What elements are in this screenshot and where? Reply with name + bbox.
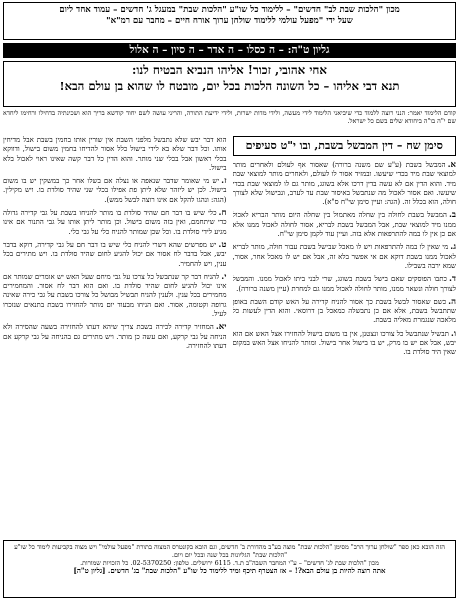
pre-study-prayer: קודם הלימוד יאמר: הנני רוצה ללמוד כדי שיביאני הלימוד לידי מעשה, ולידי מדות ישרות, ולידי ידיעת התורה, והריני עושה לשם יחוד קודשא בריך הוא ושכינתיה בדחילו ורחימו ליחדא שם י"ה בו"ה ביחודא שלים בשם כל ישראל. — [3, 109, 456, 125]
halacha-paragraph — [3, 241, 227, 269]
halacha-paragraph — [3, 323, 227, 351]
paragraph-text: כתבו הפוסקים שאם בישל בשבת בשוגג, שרי לבני ביתו לאכול ממנו. והמבשל לצורך חולה ונשאר ממנו, מותר לחולה לאכול ממנו גם למחרת (עיין משנה ברורה). — [232, 275, 456, 293]
paragraph-number: ה. — [448, 296, 456, 307]
footer-line-1: הזה הובא כאן ספר "שולחן ערוך הרב" מסימן "הלכות שבת" מוצה בע"ב מהדורת ב' חדשים, וגם הובא בקונטרס המצוה בתורת "מפעל עולמי" ויש מצוה בקביעות לימוד כל שו"ע "הלכות שבת" הגליונות בכל שנה ובכל יום ויום. — [14, 543, 445, 559]
paragraph-number: ב. — [448, 210, 456, 221]
paragraph-text: תבשיל שנתבשל כל צורכו ונצטנן, אין בו משום בישול להחזירו אצל האש אם הוא יבש, אבל אם יש בו מרק, יש בו בישול אחר בישול. ומותר להניחו אצל האש במקום שאין היד סולדת בו. — [232, 329, 456, 357]
motto-line-2: תנא דבי אליהו – כל השונה הלכות בכל יום, מובטח לו שהוא בן עולם הבא! — [59, 79, 400, 93]
halacha-paragraph — [233, 243, 457, 271]
paragraph-text: כשם שאסור לבשל בשבת כך אסור להניח קדירה על האש קודם השבת באופן שתתבשל בשבת, אלא אם כן נתבשלה כמאכל בן דרוסאי. והוא הדין לעשות כל מלאכה שנגמרת מאליה בשבת. — [232, 297, 456, 325]
paragraph-text: המחזיר קדירה לכירה בשבת צריך שיהא דעתו להחזירה בשעה שהסירה ולא הניחה על גבי קרקע, ואם עשה כן מותר. ויש מתירים גם בהניחה על גבי קרקע אם דעתו להחזירה. — [3, 323, 227, 350]
header-line-2: שעל ידי "מפעל עולמי ללימוד שולחן ערוך אורח חיים – מחבר עם רמ"א" — [106, 16, 353, 26]
paragraph-text: הוא דבר יבש שלא נתבשל מלפני השבת אין שורין אותו בחמין בשבת אבל מדיחין אותו. וכל דבר שלא בא לידי בישול כלל אסור להדיחו בחמין משום בישול, ודווקא בכלי ראשון אבל בכלי שני מותר. והוא הדין כל דבר קשה שאינו ראוי לאכול בלא בישול. — [3, 136, 227, 172]
text-columns — [3, 136, 456, 536]
issue-dates-bar: גליון ט"ה: – ה כסלו – ה אדר – ה סיון – ה אלול — [3, 43, 456, 58]
paragraph-number: ז. — [221, 176, 227, 187]
paragraph-number: ט. — [218, 239, 227, 250]
halacha-paragraph — [3, 209, 227, 237]
motto-line-1: אחי אהובי, זכור! אליהו הנביא הבטיח לנו: — [132, 63, 327, 77]
siman-title-box: סימן שח – דין המבשל בשבת, ובו י"ט סעיפים — [233, 136, 457, 156]
halacha-paragraph — [3, 136, 227, 173]
halacha-paragraph — [233, 161, 457, 207]
footer-box — [3, 540, 456, 598]
halacha-paragraph — [3, 177, 227, 205]
paragraph-text: יש מפרשים שהא דשרי להניח כלי שיש בו דבר חם על גבי קדירה, דוקא בדבר יבש, אבל בדבר לח אסור אם יכול להגיע לחום שהיד סולדת בו. ויש מתירים בכל ענין, ויש להחמיר. — [3, 240, 227, 268]
halacha-paragraph — [3, 273, 227, 319]
halacha-paragraph — [233, 330, 457, 358]
paragraph-number: ו. — [450, 328, 456, 339]
halacha-paragraph — [233, 211, 457, 239]
footer-line-2: מכון "הלכות שבת לג' חדשים" – ע"י המחבר השבה"ב ת.ד. 6115 ירושלים. טלפון: 02-5370250. כל הזכויות שמורות. — [80, 559, 379, 567]
paragraph-number: י. — [221, 271, 227, 282]
header-line-1: מכון "הלכות שבת לב" חדשים" – ללימוד כל שו"ע "הלכות שבת" במעגל ג' חדשים – עמוד אחד ליום — [59, 5, 400, 15]
halacha-paragraph — [233, 275, 457, 294]
paragraph-text: להניח דבר קר שנתבשל כל צרכו על גבי מיחם שעל האש יש אומרים שמותר אם אינו יכול להגיע לחום שהיד סולדת בו. ואם הוא דבר לח אסור. והמחמירים מחמירים בכל ענין. ולענין להניח תבשיל מבושל כל צורכו בשבת על גבי כירה שאינה גרופה וקטומה, אסור. ואם הניחו מבעוד יום מותר להחזירו בשבת בתנאים שנזכרו לעיל. — [3, 272, 227, 319]
paragraph-number: ח. — [218, 208, 227, 219]
paragraph-number: יא. — [215, 322, 227, 333]
paragraph-number: א. — [447, 160, 456, 170]
right-column-paragraphs — [233, 161, 457, 358]
left-column — [3, 136, 227, 536]
left-column-paragraphs — [3, 136, 227, 351]
right-column — [233, 136, 457, 536]
paragraph-text: כלי שיש בו דבר חם שהיד סולדת בו מותר להניחו בשבת על גבי קדירה גדולה כדי שיתחמם, ואין בזה משום בישול. וכן מותר ליתן אותו על גבי התנור אם אינו מגיע לידי סולדת בו. וכל שכן שמותר להניח כלי על גבי כלי. — [3, 209, 227, 236]
paragraph-text: יש מי שאומר שדבר שנאפה או נצלה אם בשלו אחר כך במשקין יש בו משום בישול. לכן יש ליזהר שלא ליתן פת אפילו בכלי שני שהיד סולדת בו. ויש מקילין. (הגה: ונהגו להקל אם אינו רוצה לבשל ממש). — [3, 177, 227, 204]
motto-box — [3, 61, 456, 107]
paragraph-text: מי שאין לו במה להתרפאות ויש לו מאכל שבישל בשבת עבור חולה, מותר לבריא לאכול ממנו בשבת דוקא אם אי אפשר בלא זה, אבל אם יש לו מאכל אחר, אסור, שמא ירבה בשבילו. — [232, 243, 456, 270]
paragraph-text: המבשל בשבת (ע"ע שם משנה ברורה) שאסור אף לעולם ולאחרים מותר למוצאי שבת מיד בכדי שיעשו. ובמזיד אסור לו לעולם, ולאחרים מותר למוצאי שבת מיד. והוא הדין אם לא עשה בדין דרכו אלא בשוגג, מותר גם לו למוצאי שבת בכדי שיעשו. ואם אסור לאכול מה שנתבשל באיסור שבת עד לערב, ונבישול שלא לצורך חולה, הוא בכלל זה. (הגה: ועיין סימן שי"ח ס"א). — [232, 161, 456, 207]
paragraph-number: ד. — [448, 274, 456, 285]
header-box — [3, 2, 456, 40]
halacha-paragraph — [233, 298, 457, 326]
paragraph-text: המבשל בשבת לחולה בין שחלה מאתמול בין שחלה היום מותר הבריא לאכול ממנו מיד למוצאי שבת, אבל המבשל בשבת לבריא, אסור לחולה לאכול ממנו אלא אם כן אין לו במה להתרפאות אלא בזה. ועיין עוד לקמן סימן שי"ח. — [232, 211, 456, 239]
footer-line-3: אתה רוצה להיות בן עולם הבא?! – אז הצטרף תיכף ומיד ללימוד כל שו"ע "הלכות שבת" בג' חדשים. [גליון ט"ה] — [73, 566, 386, 575]
paragraph-number: ג. — [450, 242, 456, 253]
